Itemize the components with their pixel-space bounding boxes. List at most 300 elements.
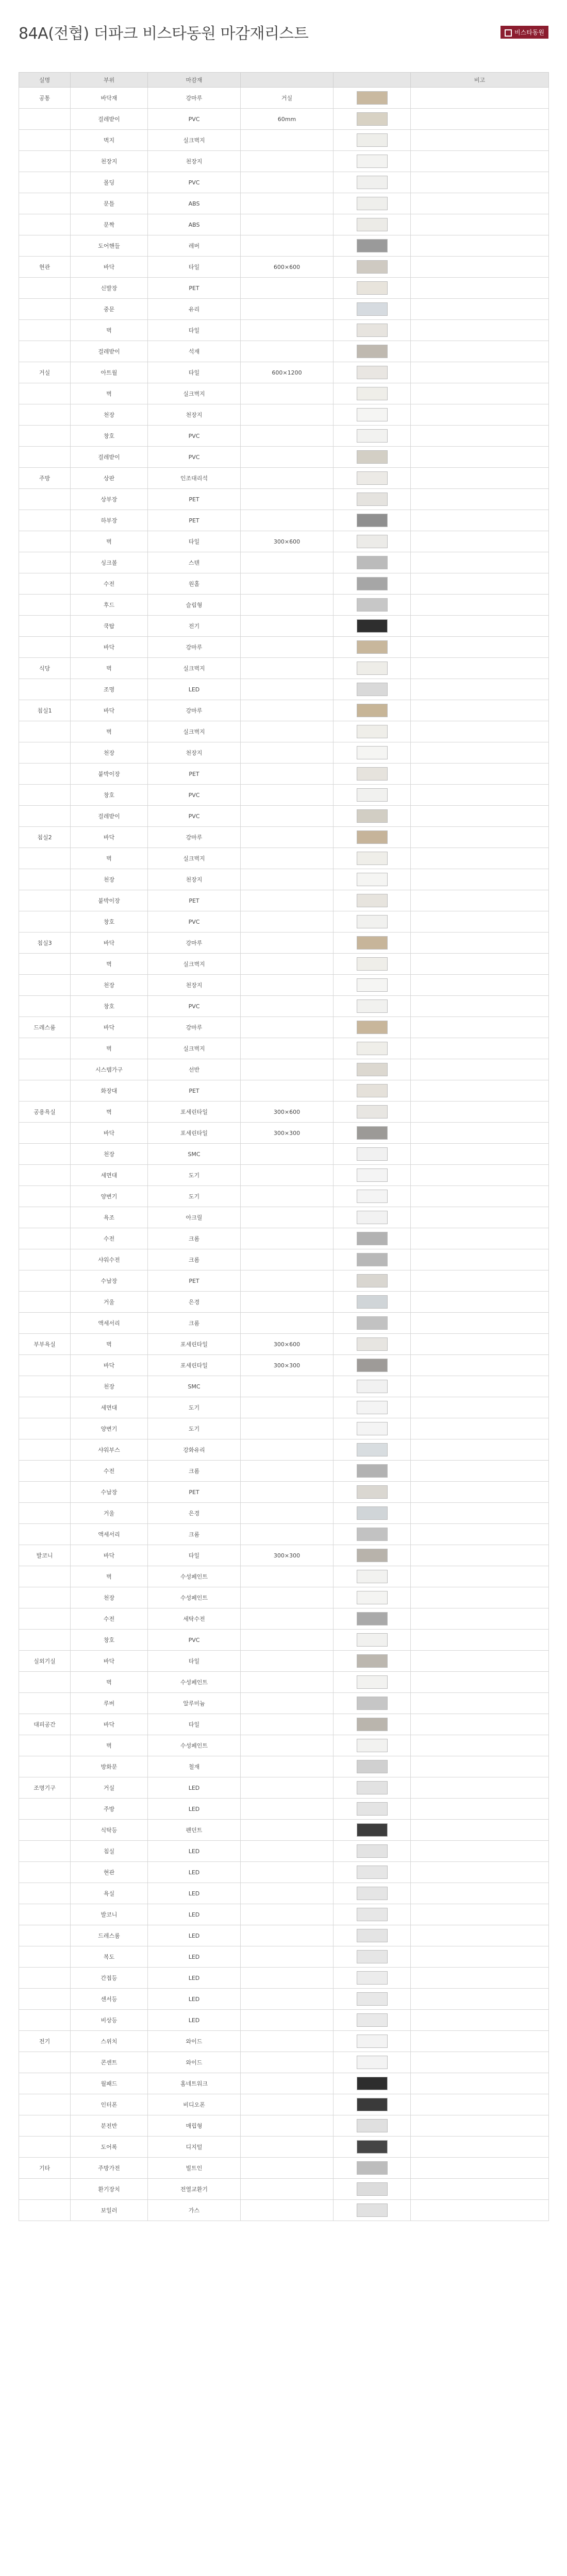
sample-cell [333,933,411,954]
sample-cell [333,1904,411,1925]
part-cell: 세면대 [71,1165,148,1186]
sample-cell [333,299,411,320]
material-swatch [357,936,388,950]
finish-material-table-wrap [19,72,548,2221]
material-swatch [357,2161,388,2175]
room-cell: 식당 [19,658,71,679]
room-cell [19,1165,71,1186]
note-cell [411,1777,549,1799]
part-cell: 수납장 [71,1482,148,1503]
spec-cell: LED [148,1777,241,1799]
table-row [19,1672,549,1693]
size-cell [241,975,333,996]
sample-cell [333,257,411,278]
part-cell: 창호 [71,996,148,1017]
material-swatch [357,894,388,907]
sample-cell [333,1883,411,1904]
size-cell: 300×300 [241,1123,333,1144]
part-cell: 바닥 [71,637,148,658]
table-row [19,1799,549,1820]
room-cell: 조명기구 [19,1777,71,1799]
part-cell: 벽 [71,721,148,742]
size-cell [241,1566,333,1587]
table-row [19,1397,549,1418]
sample-cell [333,1482,411,1503]
spec-cell: 강마루 [148,827,241,848]
sample-cell [333,1080,411,1101]
table-row [19,320,549,341]
table-row [19,1439,549,1461]
spec-cell: 슬림형 [148,595,241,616]
room-cell [19,172,71,193]
table-row [19,700,549,721]
note-cell [411,214,549,235]
size-cell [241,1292,333,1313]
size-cell [241,2094,333,2115]
material-swatch [357,1422,388,1435]
part-cell: 아트월 [71,362,148,383]
note-cell [411,573,549,595]
part-cell: 천장 [71,404,148,426]
room-cell [19,573,71,595]
table-row [19,1482,549,1503]
note-cell [411,1292,549,1313]
sample-cell [333,890,411,911]
sample-cell [333,109,411,130]
room-cell [19,869,71,890]
material-swatch [357,112,388,126]
material-swatch [357,1337,388,1351]
spec-cell: 실크벽지 [148,721,241,742]
note-cell [411,88,549,109]
material-swatch [357,1781,388,1794]
part-cell: 쿡탑 [71,616,148,637]
spec-cell: 홈네트워크 [148,2073,241,2094]
table-row [19,679,549,700]
size-cell [241,1059,333,1080]
note-cell [411,1355,549,1376]
spec-cell: 수성페인트 [148,1566,241,1587]
size-cell [241,2073,333,2094]
room-cell [19,1292,71,1313]
part-cell: 액세서리 [71,1313,148,1334]
size-cell [241,700,333,721]
room-cell [19,1608,71,1630]
part-cell: 천장 [71,742,148,764]
size-cell [241,996,333,1017]
material-swatch [357,1929,388,1942]
part-cell: 주방가전 [71,2158,148,2179]
part-cell: 환기장치 [71,2179,148,2200]
spec-cell: 레버 [148,235,241,257]
material-swatch [357,598,388,612]
col-sample [333,73,411,88]
size-cell [241,1693,333,1714]
size-cell [241,954,333,975]
col-spec: 마감재 [148,73,241,88]
sample-cell [333,278,411,299]
table-row [19,1587,549,1608]
table-row [19,785,549,806]
table-row [19,1925,549,1946]
material-swatch [357,133,388,147]
col-size [241,73,333,88]
spec-cell: PVC [148,996,241,1017]
note-cell [411,637,549,658]
part-cell: 비상등 [71,2010,148,2031]
material-swatch [357,1570,388,1583]
size-cell [241,764,333,785]
size-cell [241,848,333,869]
note-cell [411,616,549,637]
part-cell: 천장 [71,975,148,996]
size-cell [241,193,333,214]
part-cell: 바닥재 [71,88,148,109]
spec-cell: 강마루 [148,637,241,658]
part-cell: 식탁등 [71,1820,148,1841]
room-cell [19,1482,71,1503]
material-swatch [357,450,388,464]
room-cell [19,1270,71,1292]
part-cell: 창호 [71,911,148,933]
sample-cell [333,1165,411,1186]
sample-cell [333,1587,411,1608]
brand-logo [501,26,548,39]
part-cell: 바닥 [71,1545,148,1566]
room-cell [19,341,71,362]
spec-cell: PET [148,1482,241,1503]
spec-cell: LED [148,1904,241,1925]
table-row [19,1630,549,1651]
note-cell [411,1397,549,1418]
part-cell: 신발장 [71,278,148,299]
size-cell [241,2200,333,2221]
room-cell: 부부욕실 [19,1334,71,1355]
table-row [19,1186,549,1207]
sample-cell [333,1545,411,1566]
note-cell [411,1989,549,2010]
table-row [19,1165,549,1186]
material-swatch [357,1866,388,1879]
sample-cell [333,2179,411,2200]
note-cell [411,1186,549,1207]
size-cell: 600×600 [241,257,333,278]
material-swatch [357,1887,388,1900]
size-cell [241,1672,333,1693]
table-row [19,510,549,531]
sample-cell [333,848,411,869]
note-cell [411,1925,549,1946]
room-cell: 전기 [19,2031,71,2052]
spec-cell: 포세린타일 [148,1123,241,1144]
table-row [19,1651,549,1672]
material-swatch [357,1908,388,1921]
sample-cell [333,1524,411,1545]
room-cell [19,764,71,785]
room-cell [19,2052,71,2073]
size-cell [241,679,333,700]
table-row [19,975,549,996]
sample-cell [333,362,411,383]
material-swatch [357,2013,388,2027]
material-swatch [357,1485,388,1499]
size-cell: 300×600 [241,531,333,552]
table-row [19,2073,549,2094]
material-swatch [357,2098,388,2111]
table-row [19,1376,549,1397]
size-cell [241,489,333,510]
spec-cell: 천장지 [148,742,241,764]
size-cell [241,890,333,911]
part-cell: 붙박이장 [71,764,148,785]
spec-cell: 가스 [148,2200,241,2221]
spec-cell: PVC [148,447,241,468]
spec-cell: LED [148,1862,241,1883]
part-cell: 중문 [71,299,148,320]
size-cell [241,1946,333,1968]
spec-cell: 천장지 [148,404,241,426]
room-cell [19,1186,71,1207]
note-cell [411,1249,549,1270]
part-cell: 콘센트 [71,2052,148,2073]
note-cell [411,1799,549,1820]
note-cell [411,1270,549,1292]
material-swatch [357,2182,388,2196]
sample-cell [333,1249,411,1270]
room-cell [19,2115,71,2137]
material-swatch [357,2035,388,2048]
room-cell: 대피공간 [19,1714,71,1735]
table-row [19,1608,549,1630]
size-cell [241,573,333,595]
material-swatch [357,1401,388,1414]
page-title: 84A(전협) 더파크 비스타동원 마감재리스트 [19,25,309,43]
sample-cell [333,1503,411,1524]
spec-cell: 크롬 [148,1313,241,1334]
room-cell [19,1228,71,1249]
room-cell [19,1672,71,1693]
note-cell [411,785,549,806]
sample-cell [333,911,411,933]
note-cell [411,235,549,257]
sample-cell [333,2094,411,2115]
finish-material-table [19,72,549,2221]
table-row [19,1059,549,1080]
table-row [19,88,549,109]
spec-cell: 선반 [148,1059,241,1080]
table-row [19,658,549,679]
room-cell [19,2073,71,2094]
sample-cell [333,1693,411,1714]
spec-cell: 원홀 [148,573,241,595]
room-cell [19,1397,71,1418]
note-cell [411,447,549,468]
sample-cell [333,1841,411,1862]
spec-cell: LED [148,1841,241,1862]
table-row [19,996,549,1017]
material-swatch [357,788,388,802]
spec-cell: 실크벽지 [148,954,241,975]
material-swatch [357,493,388,506]
size-cell [241,869,333,890]
note-cell [411,1820,549,1841]
material-swatch [357,1802,388,1816]
part-cell: 창호 [71,1630,148,1651]
size-cell [241,1799,333,1820]
part-cell: 몰딩 [71,172,148,193]
table-row [19,1862,549,1883]
table-row [19,1313,549,1334]
room-cell [19,1630,71,1651]
sample-cell [333,2010,411,2031]
table-row [19,2200,549,2221]
material-swatch [357,345,388,358]
note-cell [411,2052,549,2073]
material-swatch [357,1612,388,1625]
material-swatch [357,1274,388,1287]
size-cell [241,1608,333,1630]
spec-cell: 도기 [148,1418,241,1439]
size-cell [241,426,333,447]
part-cell: 벽 [71,954,148,975]
sample-cell [333,1228,411,1249]
sample-cell [333,2052,411,2073]
size-cell [241,1756,333,1777]
room-cell [19,214,71,235]
sample-cell [333,700,411,721]
table-row [19,2010,549,2031]
sample-cell [333,1207,411,1228]
part-cell: 월패드 [71,2073,148,2094]
room-cell [19,1038,71,1059]
brand-mark-icon [505,29,512,37]
part-cell: 바닥 [71,933,148,954]
part-cell: 욕조 [71,1207,148,1228]
sample-cell [333,1566,411,1587]
room-cell [19,1524,71,1545]
table-row [19,1503,549,1524]
table-row [19,1270,549,1292]
sample-cell [333,869,411,890]
note-cell [411,679,549,700]
spec-cell: 도기 [148,1186,241,1207]
note-cell [411,1904,549,1925]
table-row [19,468,549,489]
sample-cell [333,1714,411,1735]
spec-cell: 크롬 [148,1524,241,1545]
part-cell: 스위치 [71,2031,148,2052]
size-cell [241,806,333,827]
part-cell: 창호 [71,785,148,806]
part-cell: 거울 [71,1503,148,1524]
note-cell [411,1524,549,1545]
room-cell [19,320,71,341]
room-cell [19,383,71,404]
part-cell: 벽지 [71,130,148,151]
spec-cell: 강마루 [148,933,241,954]
table-row [19,721,549,742]
material-swatch [357,1675,388,1689]
note-cell [411,1439,549,1461]
part-cell: 바닥 [71,700,148,721]
sample-cell [333,1672,411,1693]
table-header-row [19,73,549,88]
room-cell [19,911,71,933]
material-swatch [357,556,388,569]
room-cell [19,954,71,975]
table-row [19,742,549,764]
size-cell [241,721,333,742]
spec-cell: 타일 [148,320,241,341]
table-row [19,2179,549,2200]
table-row [19,1144,549,1165]
material-swatch [357,957,388,971]
table-row [19,1038,549,1059]
sample-cell [333,510,411,531]
room-cell: 기타 [19,2158,71,2179]
part-cell: 바닥 [71,257,148,278]
room-cell [19,109,71,130]
size-cell [241,1165,333,1186]
material-swatch [357,1190,388,1203]
note-cell [411,341,549,362]
spec-cell: PVC [148,109,241,130]
sample-cell [333,1862,411,1883]
part-cell: 창호 [71,426,148,447]
sample-cell [333,1355,411,1376]
spec-cell: 포세린타일 [148,1101,241,1123]
room-cell: 공통 [19,88,71,109]
part-cell: 분전반 [71,2115,148,2137]
spec-cell: 도기 [148,1397,241,1418]
material-swatch [357,852,388,865]
sample-cell [333,2031,411,2052]
sample-cell [333,2137,411,2158]
part-cell: 수전 [71,1228,148,1249]
note-cell [411,1714,549,1735]
spec-cell: 포세린타일 [148,1334,241,1355]
material-swatch [357,1147,388,1161]
room-cell: 침실1 [19,700,71,721]
table-row [19,404,549,426]
part-cell: 천장 [71,1587,148,1608]
size-cell [241,383,333,404]
material-swatch [357,514,388,527]
table-row [19,1461,549,1482]
part-cell: 벽 [71,320,148,341]
sample-cell [333,172,411,193]
table-row [19,2031,549,2052]
material-swatch [357,408,388,421]
room-cell [19,1144,71,1165]
note-cell [411,742,549,764]
material-swatch [357,1633,388,1647]
size-cell [241,1186,333,1207]
size-cell [241,2031,333,2052]
spec-cell: LED [148,1946,241,1968]
room-cell [19,552,71,573]
size-cell [241,468,333,489]
part-cell: 수전 [71,1608,148,1630]
spec-cell: LED [148,2010,241,2031]
table-row [19,890,549,911]
material-swatch [357,239,388,252]
spec-cell: 강마루 [148,88,241,109]
material-swatch [357,978,388,992]
sample-cell [333,235,411,257]
spec-cell: PET [148,764,241,785]
spec-cell: 빌트인 [148,2158,241,2179]
